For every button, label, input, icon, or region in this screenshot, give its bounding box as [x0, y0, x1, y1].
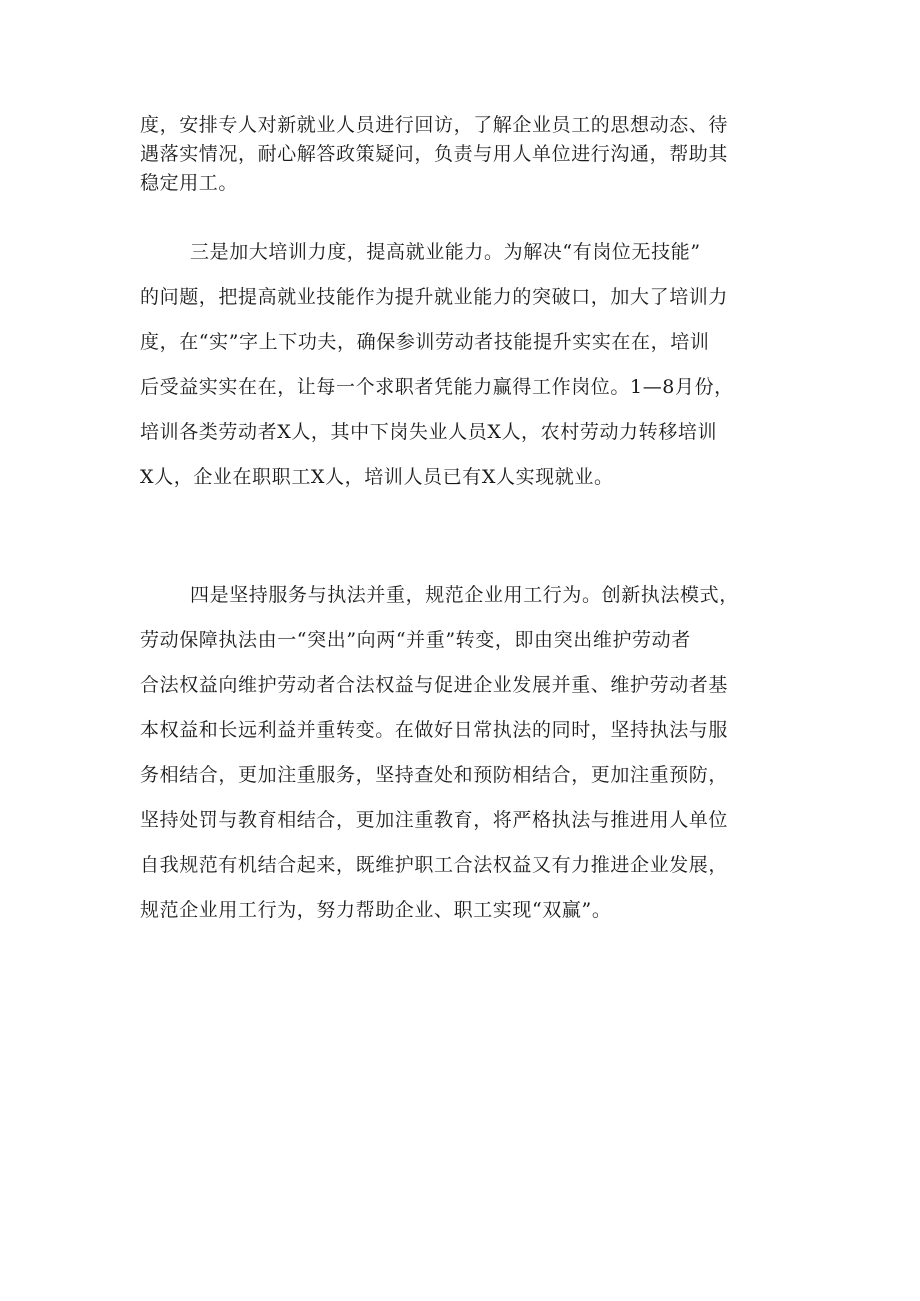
text-line: 后受益实实在在，让每一个求职者凭能力赢得工作岗位。1—8月份，: [140, 376, 734, 398]
text-line: 合法权益向维护劳动者合法权益与促进企业发展并重、维护劳动者基: [140, 674, 729, 696]
text-line: 自我规范有机结合起来，既维护职工合法权益又有力推进企业发展，: [140, 854, 729, 876]
text-line: 的问题，把提高就业技能作为提升就业能力的突破口，加大了培训力: [140, 286, 729, 308]
text-line: 度，在“实”字上下功夫，确保参训劳动者技能提升实实在在，培训: [140, 331, 710, 353]
text-line: 四是坚持服务与执法并重，规范企业用工行为。创新执法模式，: [190, 584, 739, 606]
text-line: 遇落实情况，耐心解答政策疑问，负责与用人单位进行沟通，帮助其: [140, 143, 729, 165]
text-line: 度，安排专人对新就业人员进行回访，了解企业员工的思想动态、待: [140, 114, 729, 136]
text-line: 务相结合，更加注重服务，坚持查处和预防相结合，更加注重预防，: [140, 764, 729, 786]
text-line: 三是加大培训力度，提高就业能力。为解决“有岗位无技能”: [190, 241, 701, 263]
text-line: X人，企业在职职工X人，培训人员已有X人实现就业。: [140, 466, 614, 488]
paragraph-training: [140, 230, 792, 500]
text-line: 规范企业用工行为，努力帮助企业、职工实现“双赢”。: [140, 899, 612, 921]
text-line: 培训各类劳动者X人，其中下岗失业人员X人，农村劳动力转移培训: [140, 421, 718, 443]
text-line: 劳动保障执法由一“突出”向两“并重”转变，即由突出维护劳动者: [140, 629, 691, 651]
text-line: 本权益和长远利益并重转变。在做好日常执法的同时，坚持执法与服: [140, 719, 729, 741]
text-line: 坚持处罚与教育相结合，更加注重教育，将严格执法与推进用人单位: [140, 809, 729, 831]
paragraph-law-enforcement: [140, 573, 792, 933]
text-line: 稳定用工。: [140, 172, 239, 194]
paragraph-employment-followup: [140, 111, 792, 198]
